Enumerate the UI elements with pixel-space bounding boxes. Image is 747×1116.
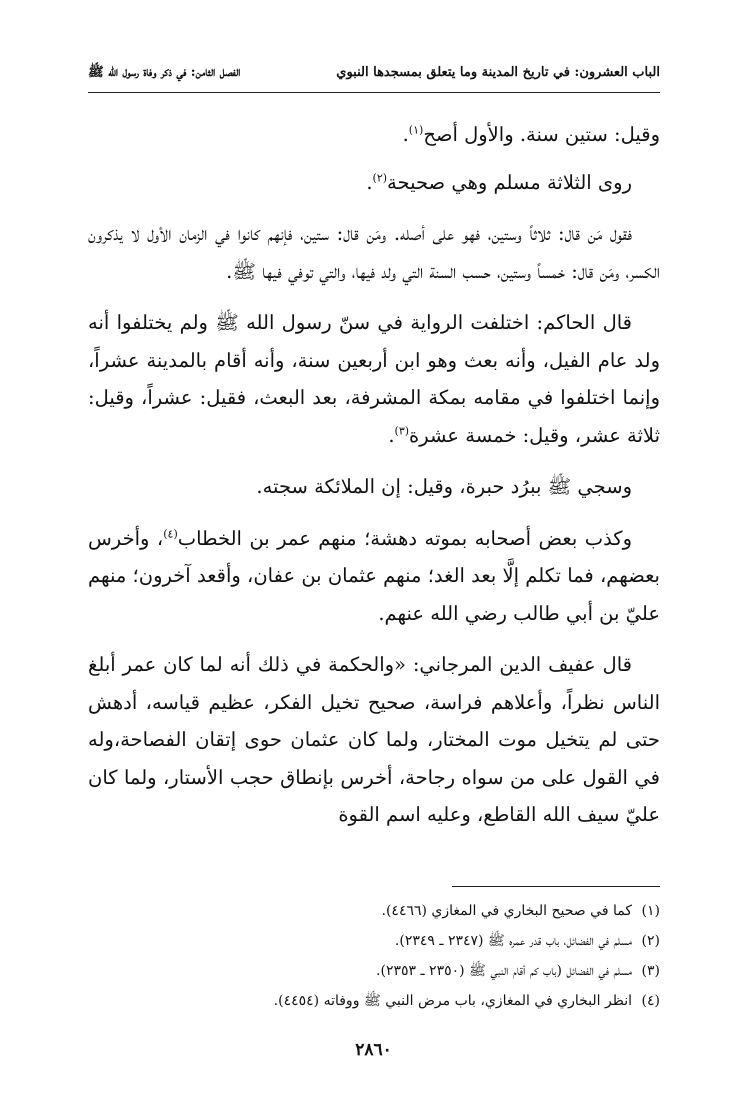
- paragraph: فقول مَن قال: ثلاثاً وستين، فهو على أصله. ومَن قال: ستين، فإنهم كانوا في الزمان الأول لا يذكرون الكسر، ومَن قال: خمساً وستين، حسب السنة التي ولد فيها، والتي توفي فيها ﷺ.: [88, 222, 660, 283]
- footnote-number: (٤): [641, 993, 660, 1009]
- section-title: الفصل الثامن: في ذكر وفاة رسول الله ﷺ: [88, 65, 241, 80]
- footnote-text: مسلم في الفضائل (باب كم أقام النبي ﷺ (٢٣٥٠ ـ ٢٣٥٣).: [376, 963, 632, 979]
- footnote-number: (٣): [641, 963, 660, 979]
- paragraph: وقيل: ستين سنة. والأول أصح$^{(١)}$.: [402, 123, 660, 146]
- running-header: [88, 60, 660, 86]
- footnote-ref[interactable]: (٢): [372, 171, 388, 184]
- footnote-item: [88, 896, 660, 926]
- main-text: [88, 116, 660, 848]
- footnote-ref[interactable]: (٤): [163, 527, 178, 540]
- footnote-item: [88, 956, 660, 986]
- footnote-text: مسلم في الفضائل، باب قدر عمره ﷺ (٢٣٤٧ ـ ٢٣٤٩).: [394, 933, 632, 949]
- page-number: ٢٨٦٠: [355, 1040, 392, 1060]
- paragraph: وسجي ﷺ ببرُد حبرة، وقيل: إن الملائكة سجته.: [256, 475, 632, 498]
- footnote-item: [88, 926, 660, 956]
- footnote-number: (١): [641, 903, 660, 919]
- footnotes: [88, 896, 660, 1016]
- footnote-number: (٢): [641, 933, 660, 949]
- paragraph: قال عفيف الدين المرجاني: «والحكمة في ذلك أنه لما كان عمر أبلغ الناس نظراً، وأعلاهم فراسة، صحيح تخيل الفكر، عظيم قياسه، أدهش حتى لم يتخيل موت المختار، ولما كان عثمان حوى إتقان الفصاحة،وله في القول على من سواه رجاحة، أخرس بإنطاق حجب الأستار، ولما كان عليّ سيف الله القاطع، وعليه اسم القوة: [88, 653, 660, 826]
- chapter-title: الباب العشرون: في تاريخ المدينة وما يتعلق بمسجدها النبوي: [336, 65, 660, 80]
- footnote-ref[interactable]: (١): [408, 123, 424, 137]
- header-divider: [88, 92, 660, 93]
- footnote-ref[interactable]: (٣): [394, 424, 410, 437]
- paragraph: قال الحاكم: اختلفت الرواية في سنّ رسول الله ﷺ ولم يختلفوا أنه ولد عام الفيل، وأنه بعث وهو ابن أربعين سنة، وأنه أقام بالمدينة عشراً، وإنما اختلفوا في مقامه بمكة المشرفة، بعد البعث، فقيل: عشراً، وقيل: ثلاثة عشر، وقيل: خمسة عشرة$^{(٣)}$.: [88, 311, 660, 447]
- paragraph: وكذب بعض أصحابه بموته دهشة؛ منهم عمر بن الخطاب$^{(٤)}$، وأخرس بعضهم، فما تكلم إلَّا بعد الغد؛ منهم عثمان بن عفان، وأقعد آخرون؛ منهم عليّ بن أبي طالب رضي الله عنهم.: [88, 526, 660, 625]
- footnote-item: [88, 986, 660, 1016]
- footnote-text: كما في صحيح البخاري في المغازي (٤٤٦٦).: [381, 903, 632, 919]
- paragraph: روى الثلاثة مسلم وهي صحيحة$^{(٢)}$.: [366, 170, 632, 194]
- footnote-text: انظر البخاري في المغازي، باب مرض النبي ﷺ ووفاته (٤٤٥٤).: [273, 993, 632, 1009]
- footnote-divider: [452, 886, 660, 887]
